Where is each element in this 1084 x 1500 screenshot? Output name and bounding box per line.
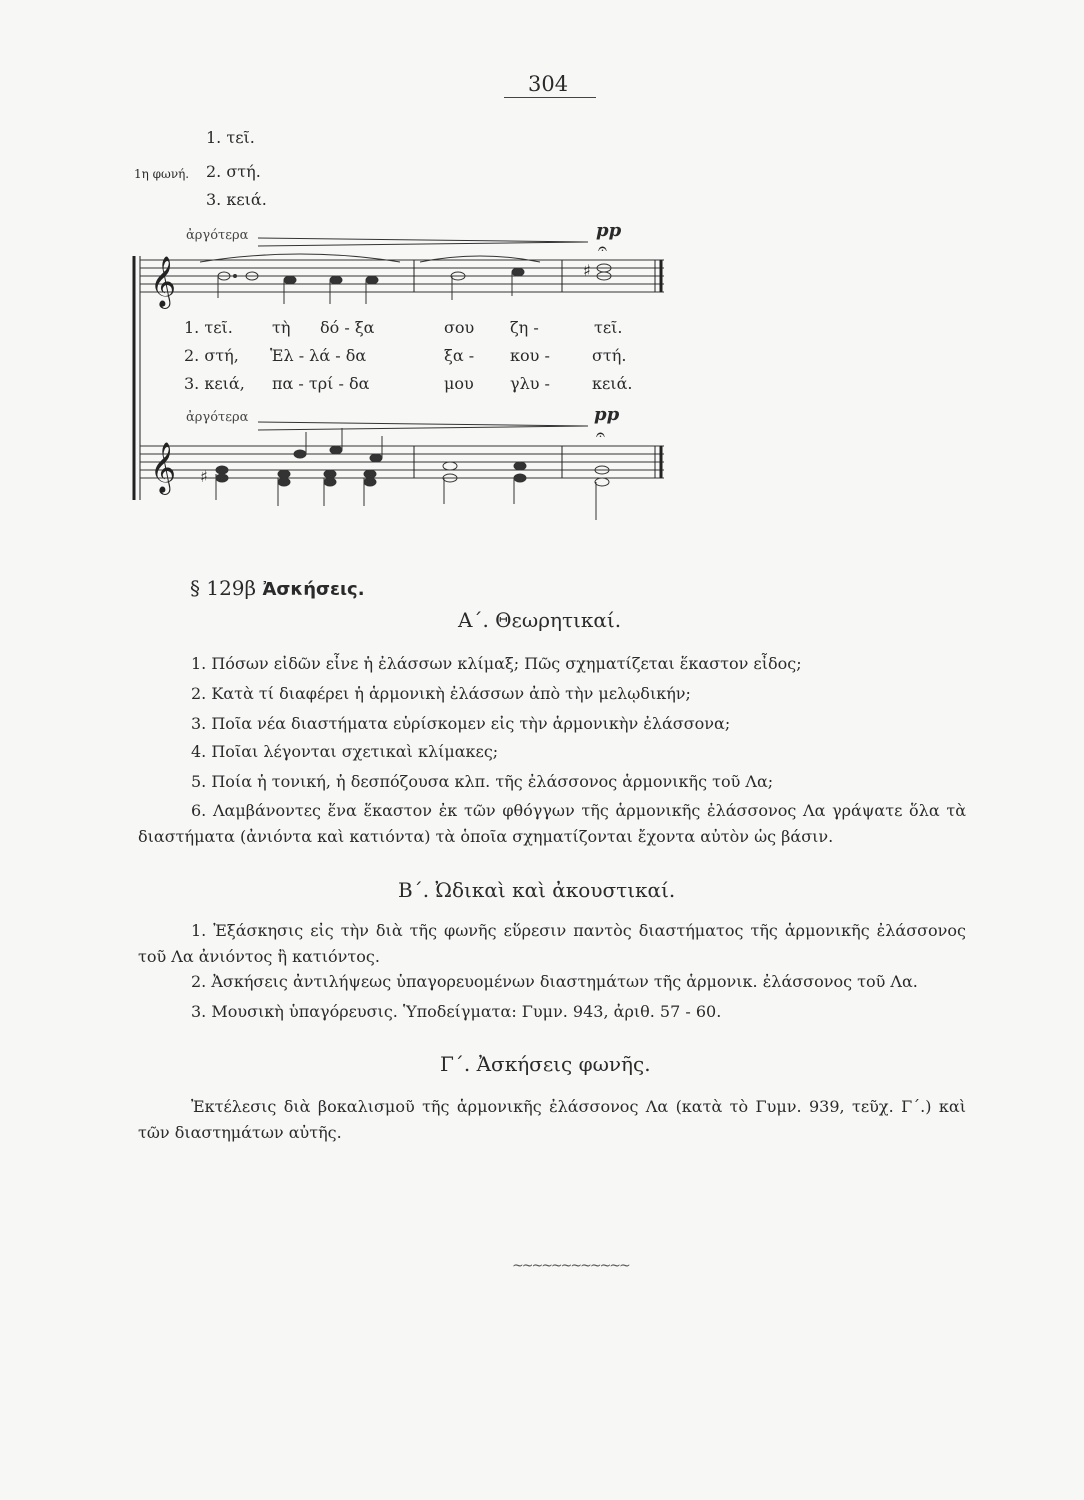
voice-line-2: 2. στή. (206, 162, 261, 181)
part-b-item-2: 2. Ἀσκήσεις ἀντιλήψεως ὑπαγορευομένων διαστημάτων τῆς ἁρμονικ. ἐλάσσονος τοῦ Λα. (191, 972, 918, 991)
hairpin-upper-bottom (258, 242, 588, 246)
hairpin-upper-top (258, 238, 588, 242)
part-a-item-4: 4. Ποῖαι λέγονται σχετικαὶ κλίμακες; (191, 742, 499, 761)
lyric-3-2: πα - τρί - δα (272, 374, 370, 393)
fermata-lower: 𝄐 (596, 425, 605, 444)
section-heading (190, 576, 365, 600)
part-a-item-3: 3. Ποῖα νέα διαστήματα εὑρίσκομεν εἰς τὴν ἁρμονικὴν ἐλάσσονα; (191, 714, 731, 733)
section-title: Ἀσκήσεις. (262, 579, 365, 600)
hairpin-lower-bottom (258, 426, 588, 430)
music-score (0, 0, 1084, 560)
lyric-1-3: δό - ξα (320, 318, 375, 337)
lyric-1-6: τεῖ. (594, 318, 623, 337)
tempo-marking-upper: ἀργότερα (186, 228, 249, 243)
dynamic-lower: pp (594, 404, 620, 425)
tempo-marking-lower: ἀργότερα (186, 410, 249, 425)
hairpin-lower-top (258, 422, 588, 426)
lyric-2-4: ξα - (444, 346, 475, 365)
fermata-upper: 𝄐 (598, 239, 607, 258)
part-a-item-6: 6. Λαμβάνοντες ἕνα ἕκαστον ἐκ τῶν φθόγγων τῆς ἁρμονικῆς ἐλάσσονος Λα γράψατε ὅλα τὰ διαστήματα (ἀνιόντα καὶ κατιόντα) τὰ ὁποῖα σχηματίζονται ἔχοντα αὐτὸν ὡς βάσιν. (138, 801, 966, 846)
lyric-1-1: 1. τεῖ. (184, 318, 233, 337)
section-number: § 129β (190, 576, 257, 600)
treble-clef-lower: 𝄞 (150, 442, 177, 493)
notes-lower (200, 428, 609, 520)
lyric-2-1: 2. στή, (184, 346, 239, 365)
lyric-2-5: κου - (510, 346, 550, 365)
part-c-text: Ἐκτέλεσις διὰ βοκαλισμοῦ τῆς ἁρμονικῆς ἐλάσσονος Λα (κατὰ τὸ Γυμν. 939, τεῦχ. Γ΄.) καὶ τῶν διαστημάτων αὐτῆς. (138, 1097, 966, 1142)
slur-upper-1 (200, 254, 400, 262)
lyric-3-6: κειά. (592, 374, 633, 393)
voice-line-3: 3. κειά. (206, 190, 267, 209)
lyric-2-6: στή. (592, 346, 627, 365)
voice-label: 1η φωνή. (134, 167, 190, 181)
treble-clef-upper: 𝄞 (150, 256, 177, 307)
lyric-3-5: γλυ - (510, 374, 550, 393)
part-b-item-3: 3. Μουσικὴ ὑπαγόρευσις. Ὑποδείγματα: Γυμν. 943, ἀριθ. 57 - 60. (191, 1002, 722, 1021)
page-number: 304 (528, 72, 569, 96)
svg-text:♯: ♯ (200, 467, 208, 486)
lyric-2-2: Ἑλ - λά - δα (270, 346, 367, 365)
lyric-3-1: 3. κειά, (184, 374, 245, 393)
lyric-3-4: μου (444, 374, 474, 393)
voice-line-1: 1. τεῖ. (206, 128, 255, 147)
lyric-1-5: ζη - (510, 318, 539, 337)
sharp-upper: ♯ (583, 261, 591, 280)
part-a-heading: Α΄. Θεωρητικαί. (458, 608, 622, 632)
part-a-item-5: 5. Ποία ἡ τονική, ἡ δεσπόζουσα κλπ. τῆς ἐλάσσονος ἁρμονικῆς τοῦ Λα; (191, 772, 774, 791)
part-b-heading: Β΄. Ὠδικαὶ καὶ ἀκουστικαί. (398, 878, 676, 902)
lyric-1-2: τὴ (272, 318, 291, 337)
part-b-item-1: 1. Ἐξάσκησις εἰς τὴν διὰ τῆς φωνῆς εὕρεσιν παντὸς διαστήματος τῆς ἁρμονικῆς ἐλάσσονος τοῦ Λα ἀνιόντος ἢ κατιόντος. (138, 921, 966, 966)
lyric-1-4: σου (444, 318, 475, 337)
part-a-item-1: 1. Πόσων εἰδῶν εἶνε ἡ ἐλάσσων κλίμαξ; Πῶς σχηματίζεται ἕκαστον εἶδος; (191, 654, 802, 673)
part-a-item-2: 2. Κατὰ τί διαφέρει ἡ ἁρμονικὴ ἐλάσσων ἀπὸ τὴν μελῳδικήν; (191, 684, 691, 703)
end-ornament: ~~~~~~~~~~~~ (512, 1258, 629, 1274)
slur-upper-2 (420, 256, 540, 262)
part-c-heading: Γ΄. Ἀσκήσεις φωνῆς. (440, 1052, 651, 1076)
dynamic-upper: pp (596, 220, 622, 241)
